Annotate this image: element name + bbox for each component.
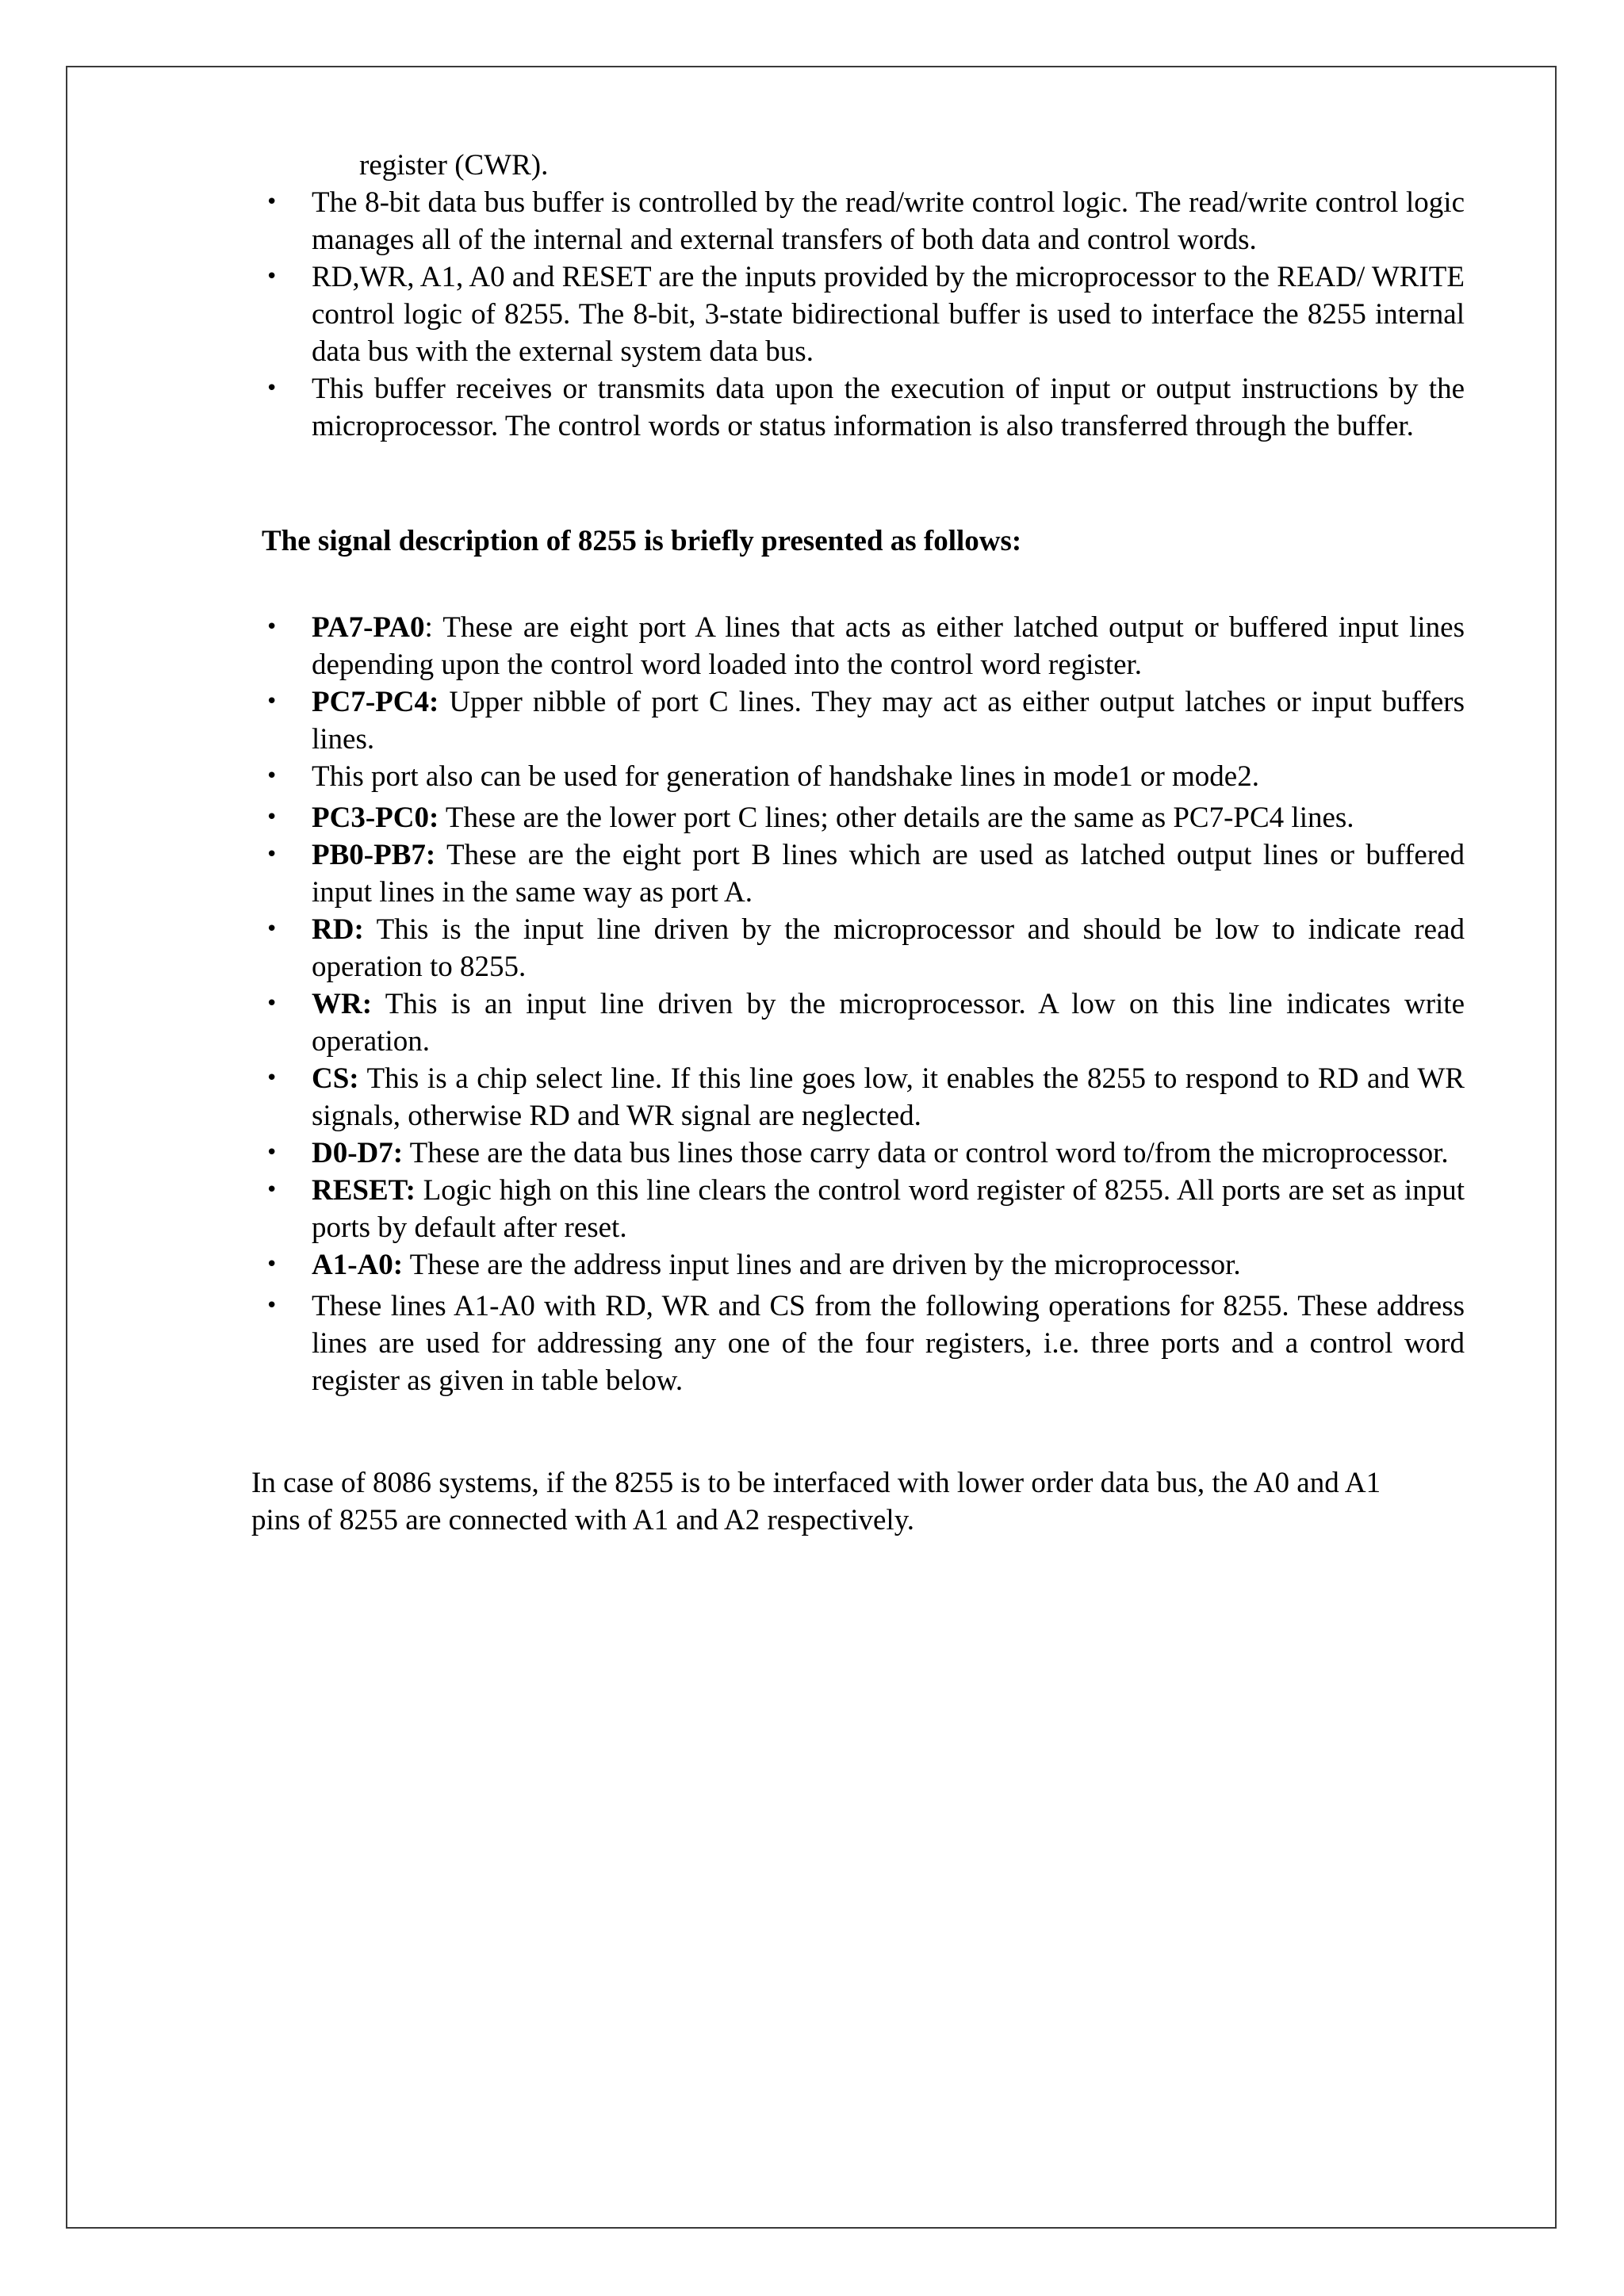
- signal-description: These are the data bus lines those carry data or control word to/from the microprocessor.: [403, 1137, 1449, 1169]
- signal-term: PC3-PC0:: [312, 802, 439, 834]
- signal-description: This port also can be used for generation of handshake lines in mode1 or mode2.: [312, 760, 1259, 793]
- signal-term: PC7-PC4:: [312, 686, 439, 718]
- signal-description: These are the address input lines and are driven by the microprocessor.: [403, 1249, 1241, 1281]
- signal-list: [262, 609, 1465, 1399]
- signal-description: Logic high on this line clears the control word register of 8255. All ports are set as input ports by default after reset.: [312, 1174, 1465, 1244]
- list-item: [262, 184, 1465, 258]
- list-item-text: RD,WR, A1, A0 and RESET are the inputs provided by the microprocessor to the READ/ WRITE control logic of 8255. The 8-bit, 3-state bidirectional buffer is used to interface the 8255 internal data bus with the external system data bus.: [312, 261, 1465, 368]
- signal-item: [262, 1172, 1465, 1246]
- bullet-icon: •: [266, 265, 278, 289]
- bullet-icon: •: [266, 377, 278, 400]
- bullet-icon: •: [266, 690, 278, 714]
- bullet-icon: •: [266, 1294, 278, 1318]
- signal-item: [262, 758, 1465, 795]
- signal-term: WR:: [312, 988, 373, 1020]
- signal-item: [262, 1135, 1465, 1172]
- bullet-icon: •: [266, 843, 278, 867]
- signal-description: This is an input line driven by the microprocessor. A low on this line indicates write operation.: [312, 988, 1465, 1058]
- continued-text: register (CWR).: [359, 149, 549, 182]
- signal-item: [262, 985, 1465, 1060]
- bullet-icon: •: [266, 1178, 278, 1202]
- signal-term: D0-D7:: [312, 1137, 404, 1169]
- signal-term: PB0-PB7:: [312, 839, 436, 871]
- bullet-icon: •: [266, 764, 278, 788]
- list-item-text: This buffer receives or transmits data upon the execution of input or output instructions by the microprocessor. The control words or status information is also transferred through the buffer.: [312, 373, 1465, 442]
- signal-term: RESET:: [312, 1174, 416, 1207]
- intro-list: [262, 184, 1465, 445]
- list-item: [262, 370, 1465, 445]
- signal-description: : These are eight port A lines that acts as either latched output or buffered input lines depending upon the control word loaded into the control word register.: [312, 611, 1465, 681]
- signal-item: [262, 911, 1465, 985]
- signal-item: [262, 683, 1465, 758]
- signal-description: These are the eight port B lines which are used as latched output lines or buffered input lines in the same way as port A.: [312, 839, 1465, 909]
- signal-description: This is the input line driven by the microprocessor and should be low to indicate read operation to 8255.: [312, 913, 1465, 983]
- signal-term: CS:: [312, 1062, 359, 1095]
- bullet-icon: •: [266, 1066, 278, 1090]
- bullet-icon: •: [266, 1253, 278, 1276]
- list-item-text: The 8-bit data bus buffer is controlled by the read/write control logic. The read/write control logic manages all of the internal and external transfers of both data and control words.: [312, 186, 1465, 256]
- signal-item: [262, 609, 1465, 683]
- signal-item: [262, 1060, 1465, 1135]
- bullet-icon: •: [266, 615, 278, 639]
- document-body: [251, 147, 1465, 1539]
- signal-description: These lines A1-A0 with RD, WR and CS from the following operations for 8255. These address lines are used for addressing any one of the four registers, i.e. three ports and a control word register as given in table below.: [312, 1290, 1465, 1397]
- signal-item: [262, 836, 1465, 911]
- list-item: [262, 258, 1465, 370]
- signal-item: [262, 1288, 1465, 1399]
- signal-term: RD:: [312, 913, 364, 946]
- signal-term: A1-A0:: [312, 1249, 404, 1281]
- bullet-icon: •: [266, 1141, 278, 1165]
- signal-item: [262, 1246, 1465, 1284]
- bullet-icon: •: [266, 190, 278, 214]
- signal-description: Upper nibble of port C lines. They may act as either output latches or input buffers lines.: [312, 686, 1465, 756]
- bullet-icon: •: [266, 992, 278, 1016]
- signal-term: PA7-PA0: [312, 611, 425, 644]
- signal-item: [262, 799, 1465, 836]
- signal-description: This is a chip select line. If this line goes low, it enables the 8255 to respond to RD and WR signals, otherwise RD and WR signal are neglected.: [312, 1062, 1465, 1132]
- signal-description: These are the lower port C lines; other details are the same as PC7-PC4 lines.: [439, 802, 1354, 834]
- closing-paragraph: In case of 8086 systems, if the 8255 is to be interfaced with lower order data bus, the A0 and A1 pins of 8255 are connected with A1 and A2 respectively.: [251, 1467, 1381, 1536]
- bullet-icon: •: [266, 917, 278, 941]
- section-heading: The signal description of 8255 is briefly presented as follows:: [262, 525, 1022, 557]
- bullet-icon: •: [266, 806, 278, 829]
